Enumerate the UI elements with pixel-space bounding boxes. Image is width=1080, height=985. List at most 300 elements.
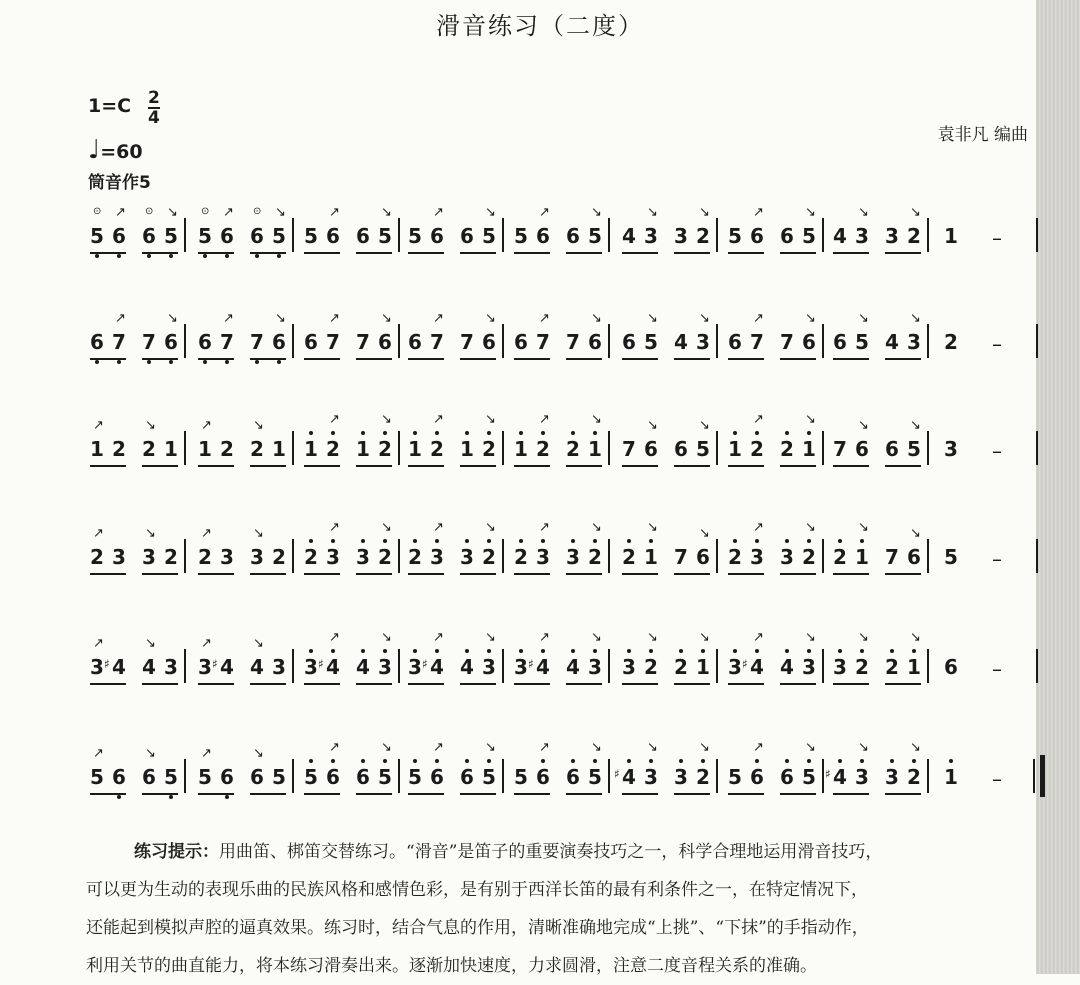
note-digit: 3 <box>885 765 899 789</box>
note-digit: 3 <box>112 545 126 569</box>
note-digit: 4 <box>536 655 550 679</box>
note <box>90 746 104 789</box>
note-digit: 5 <box>304 224 318 248</box>
note-digit: 2 <box>622 545 636 569</box>
final-thick-barline <box>1040 755 1045 797</box>
note <box>885 332 899 352</box>
slide-down-icon: ↘ <box>485 311 496 326</box>
note <box>536 412 550 461</box>
slide-up-icon: ↗ <box>329 520 340 535</box>
final-barline <box>1036 324 1038 358</box>
low-octave-dot <box>255 360 259 364</box>
barline <box>822 218 824 252</box>
note-digit: 6 <box>272 330 286 354</box>
note <box>780 657 794 677</box>
staff-row <box>86 205 1046 272</box>
high-octave-dot <box>465 539 469 543</box>
high-octave-dot <box>733 431 737 435</box>
note <box>644 418 658 461</box>
sustain-dash: – <box>992 226 1002 250</box>
barline <box>927 324 929 358</box>
note-digit: 5 <box>728 765 742 789</box>
beam-underline <box>408 358 444 360</box>
note-digit: 3 <box>885 224 899 248</box>
note-digit: 1 <box>356 437 370 461</box>
end-note <box>944 226 958 246</box>
slide-down-icon: ↘ <box>699 526 710 541</box>
note <box>112 767 126 787</box>
slide-up-icon: ↗ <box>329 740 340 755</box>
barline <box>716 218 718 252</box>
slide-down-icon: ↘ <box>591 311 602 326</box>
note <box>780 547 794 567</box>
note-digit: 3 <box>408 655 422 679</box>
barline <box>927 431 929 465</box>
high-octave-dot <box>701 649 705 653</box>
barline <box>927 759 929 793</box>
slide-down-icon: ↘ <box>253 746 264 761</box>
beam-underline <box>90 465 126 467</box>
slide-down-icon: ↘ <box>253 418 264 433</box>
note-digit: 2 <box>164 545 178 569</box>
tips-line: 还能起到模拟声腔的逼真效果。练习时，结合气息的作用，清晰准确地完成“上挑”、“下抹”的手指动作， <box>86 918 869 938</box>
composer-credit: 袁非凡 编曲 <box>937 125 1028 145</box>
note-digit: 1 <box>198 437 212 461</box>
note <box>408 439 422 459</box>
note-digit: 3 <box>750 545 764 569</box>
note <box>220 205 234 248</box>
beam-underline <box>304 465 340 467</box>
slide-down-icon: ↘ <box>805 630 816 645</box>
note-digit: 4 <box>885 330 899 354</box>
low-octave-dot <box>203 254 207 258</box>
high-octave-dot <box>649 539 653 543</box>
slide-down-icon: ↘ <box>591 412 602 427</box>
barline <box>608 759 610 793</box>
beam-underline <box>622 683 658 685</box>
note <box>833 332 847 352</box>
beam-underline <box>198 465 234 467</box>
sustain-dash: – <box>992 547 1002 571</box>
note <box>588 205 602 248</box>
beam-underline <box>356 465 392 467</box>
note <box>514 226 528 246</box>
note-digit: 5 <box>378 224 392 248</box>
slide-up-icon: ↗ <box>433 205 444 220</box>
low-octave-dot <box>95 254 99 258</box>
note-digit: 1 <box>90 437 104 461</box>
note-digit: 2 <box>944 330 958 354</box>
note-digit: 1 <box>944 224 958 248</box>
note-digit: 2 <box>696 765 710 789</box>
note-digit: 6 <box>644 437 658 461</box>
note-digit: 6 <box>482 330 496 354</box>
beam-underline <box>356 793 392 795</box>
sharp-icon: ♯ <box>528 657 534 671</box>
slide-down-icon: ↘ <box>381 412 392 427</box>
high-octave-dot <box>860 539 864 543</box>
note <box>566 332 580 352</box>
sustain-dash: – <box>992 332 1002 356</box>
note <box>728 547 742 567</box>
beam-underline <box>780 252 816 254</box>
note <box>514 332 528 352</box>
slide-up-icon: ↗ <box>201 526 212 541</box>
beam-underline <box>514 573 550 575</box>
slide-down-icon: ↘ <box>145 526 156 541</box>
beam-underline <box>90 793 126 795</box>
beam-underline <box>566 358 602 360</box>
slide-down-icon: ↘ <box>145 746 156 761</box>
beam-underline <box>674 683 710 685</box>
note <box>198 636 212 679</box>
note-digit: 5 <box>588 765 602 789</box>
high-octave-dot <box>487 759 491 763</box>
note <box>588 740 602 789</box>
high-octave-dot <box>807 759 811 763</box>
slide-down-icon: ↘ <box>699 418 710 433</box>
low-octave-dot <box>255 254 259 258</box>
note <box>198 746 212 789</box>
high-octave-dot <box>627 759 631 763</box>
high-octave-dot <box>309 759 313 763</box>
note <box>90 332 104 352</box>
slide-up-icon: ↗ <box>539 630 550 645</box>
note <box>408 657 422 677</box>
sharp-icon: ♯ <box>212 657 218 671</box>
beam-underline <box>304 252 340 254</box>
beam-underline <box>304 573 340 575</box>
note-digit: 4 <box>622 765 636 789</box>
note <box>907 740 921 789</box>
low-octave-dot <box>117 254 121 258</box>
high-octave-dot <box>519 649 523 653</box>
low-octave-dot <box>169 254 173 258</box>
low-octave-dot <box>95 360 99 364</box>
slide-down-icon: ↘ <box>253 636 264 651</box>
note <box>907 526 921 569</box>
note-digit: 1 <box>802 437 816 461</box>
note <box>536 520 550 569</box>
note-digit: 6 <box>536 765 550 789</box>
note <box>728 332 742 352</box>
note-digit: 6 <box>780 765 794 789</box>
note-digit: 4 <box>250 655 264 679</box>
slide-down-icon: ↘ <box>647 418 658 433</box>
slide-down-icon: ↘ <box>647 311 658 326</box>
high-octave-dot <box>383 649 387 653</box>
high-octave-dot <box>487 431 491 435</box>
note-digit: 6 <box>250 765 264 789</box>
high-octave-dot <box>465 431 469 435</box>
slide-down-icon: ↘ <box>275 205 286 220</box>
note-digit: 6 <box>408 330 422 354</box>
slide-down-icon: ↘ <box>591 630 602 645</box>
high-octave-dot <box>890 649 894 653</box>
note <box>622 439 636 459</box>
low-octave-dot <box>277 360 281 364</box>
beam-underline <box>833 683 869 685</box>
note-digit: 7 <box>885 545 899 569</box>
note-digit: 5 <box>408 765 422 789</box>
note-digit: 6 <box>728 330 742 354</box>
barline <box>822 431 824 465</box>
slide-up-icon: ↗ <box>753 311 764 326</box>
barline <box>398 218 400 252</box>
slide-down-icon: ↘ <box>167 311 178 326</box>
high-octave-dot <box>383 759 387 763</box>
high-octave-dot <box>679 759 683 763</box>
slide-down-icon: ↘ <box>591 205 602 220</box>
barline <box>502 649 504 683</box>
barline <box>716 759 718 793</box>
beam-underline <box>514 252 550 254</box>
note-digit: 1 <box>588 437 602 461</box>
slide-up-icon: ↗ <box>93 746 104 761</box>
beam-underline <box>833 358 869 360</box>
barline <box>927 649 929 683</box>
fingering-note: 筒音作5 <box>88 173 151 193</box>
note-digit: 5 <box>408 224 422 248</box>
note <box>250 746 264 789</box>
beam-underline <box>304 793 340 795</box>
slide-up-icon: ↗ <box>753 740 764 755</box>
slide-down-icon: ↘ <box>805 520 816 535</box>
high-octave-dot <box>361 649 365 653</box>
slide-up-icon: ↗ <box>433 740 444 755</box>
note-digit: 5 <box>378 765 392 789</box>
note-digit: 6 <box>250 224 264 248</box>
note-digit: 3 <box>250 545 264 569</box>
slide-down-icon: ↘ <box>858 740 869 755</box>
beam-underline <box>833 465 869 467</box>
high-octave-dot <box>755 539 759 543</box>
note-digit: 4 <box>750 655 764 679</box>
note-digit: 6 <box>514 330 528 354</box>
end-note <box>944 439 958 459</box>
slide-down-icon: ↘ <box>858 311 869 326</box>
note-digit: 2 <box>90 545 104 569</box>
slide-up-icon: ↗ <box>539 311 550 326</box>
note-digit: 3 <box>356 545 370 569</box>
barline <box>608 539 610 573</box>
high-octave-dot <box>627 539 631 543</box>
slide-down-icon: ↘ <box>858 205 869 220</box>
note-digit: 6 <box>220 224 234 248</box>
note <box>536 740 550 789</box>
barline <box>184 759 186 793</box>
high-octave-dot <box>361 431 365 435</box>
note <box>885 547 899 567</box>
high-octave-dot <box>785 759 789 763</box>
note-digit: 7 <box>112 330 126 354</box>
high-octave-dot <box>701 759 705 763</box>
note <box>855 311 869 354</box>
slide-down-icon: ↘ <box>591 520 602 535</box>
high-octave-dot <box>807 539 811 543</box>
note-digit: 3 <box>430 545 444 569</box>
note-digit: 6 <box>198 330 212 354</box>
beam-underline <box>142 793 178 795</box>
staff-row <box>86 412 1046 485</box>
note <box>164 311 178 354</box>
note <box>696 526 710 569</box>
low-octave-dot <box>147 254 151 258</box>
note-digit: 6 <box>536 224 550 248</box>
note <box>588 412 602 461</box>
sustain-dash: – <box>992 767 1002 791</box>
slide-up-icon: ↗ <box>201 746 212 761</box>
slide-down-icon: ↘ <box>805 412 816 427</box>
note-digit: 4 <box>833 765 847 789</box>
beam-underline <box>250 358 286 360</box>
note-digit: 3 <box>272 655 286 679</box>
high-octave-dot <box>487 649 491 653</box>
beam-underline <box>356 573 392 575</box>
slide-down-icon: ↘ <box>699 205 710 220</box>
note <box>90 418 104 461</box>
slide-down-icon: ↘ <box>145 418 156 433</box>
beam-underline <box>674 465 710 467</box>
note-digit: 4 <box>112 655 126 679</box>
low-octave-dot <box>225 360 229 364</box>
note <box>250 526 264 569</box>
note-digit: 3 <box>674 765 688 789</box>
note <box>304 439 318 459</box>
slide-down-icon: ↘ <box>699 740 710 755</box>
barline <box>822 539 824 573</box>
note-digit: 2 <box>142 437 156 461</box>
note-digit: 5 <box>90 765 104 789</box>
note-digit: 6 <box>802 330 816 354</box>
high-octave-dot <box>465 649 469 653</box>
note-digit: 6 <box>112 224 126 248</box>
note-digit: 7 <box>430 330 444 354</box>
note <box>164 657 178 677</box>
note <box>907 205 921 248</box>
beam-underline <box>566 252 602 254</box>
note-digit: 5 <box>944 545 958 569</box>
note-digit: 2 <box>112 437 126 461</box>
staff-row <box>86 740 1046 813</box>
note-digit: 3 <box>304 655 318 679</box>
note-digit: 1 <box>696 655 710 679</box>
note-digit: 6 <box>430 224 444 248</box>
beam-underline <box>622 465 658 467</box>
note-digit: 4 <box>326 655 340 679</box>
note-digit: 3 <box>220 545 234 569</box>
note <box>833 547 847 567</box>
high-octave-dot <box>541 649 545 653</box>
note-digit: 6 <box>460 765 474 789</box>
beam-underline <box>408 465 444 467</box>
high-octave-dot <box>413 539 417 543</box>
note <box>855 205 869 248</box>
high-octave-dot <box>785 431 789 435</box>
barline <box>502 218 504 252</box>
note-digit: 2 <box>907 224 921 248</box>
beam-underline <box>142 358 178 360</box>
note-digit: 5 <box>728 224 742 248</box>
note <box>304 226 318 246</box>
slide-down-icon: ↘ <box>167 205 178 220</box>
note <box>885 439 899 459</box>
note <box>326 740 340 789</box>
note-digit: 4 <box>142 655 156 679</box>
note <box>408 767 422 787</box>
note <box>696 630 710 679</box>
high-octave-dot <box>679 649 683 653</box>
note <box>728 767 742 787</box>
high-octave-dot <box>519 539 523 543</box>
beam-underline <box>780 358 816 360</box>
high-octave-dot <box>309 431 313 435</box>
note-digit: 2 <box>644 655 658 679</box>
note-digit: 6 <box>833 330 847 354</box>
note <box>728 226 742 246</box>
final-barline <box>1036 539 1038 573</box>
note <box>378 630 392 679</box>
high-octave-dot <box>912 759 916 763</box>
note <box>112 311 126 354</box>
beam-underline <box>728 683 764 685</box>
beam-underline <box>250 793 286 795</box>
note-digit: 6 <box>944 655 958 679</box>
note-digit: 2 <box>378 545 392 569</box>
note-digit: 4 <box>622 224 636 248</box>
note <box>198 332 212 352</box>
beam-underline <box>885 573 921 575</box>
high-octave-dot <box>571 759 575 763</box>
note <box>885 657 899 677</box>
barline <box>822 324 824 358</box>
beam-underline <box>566 793 602 795</box>
barline <box>184 218 186 252</box>
note <box>142 636 156 679</box>
barline <box>608 324 610 358</box>
note <box>644 740 658 789</box>
beam-underline <box>514 793 550 795</box>
note <box>674 226 688 246</box>
note <box>250 418 264 461</box>
note <box>536 311 550 354</box>
note-digit: 3 <box>90 655 104 679</box>
note-digit: 2 <box>728 545 742 569</box>
end-note <box>944 332 958 352</box>
slide-down-icon: ↘ <box>805 205 816 220</box>
slide-down-icon: ↘ <box>381 740 392 755</box>
high-octave-dot <box>487 539 491 543</box>
slide-down-icon: ↘ <box>485 412 496 427</box>
note-digit: 4 <box>430 655 444 679</box>
note-digit: 3 <box>674 224 688 248</box>
beam-underline <box>90 252 126 254</box>
time-signature <box>148 90 160 126</box>
note <box>378 520 392 569</box>
note <box>142 332 156 352</box>
beam-underline <box>142 683 178 685</box>
note-digit: 7 <box>780 330 794 354</box>
slide-down-icon: ↘ <box>805 311 816 326</box>
note <box>482 412 496 461</box>
note-digit: 6 <box>356 765 370 789</box>
note-digit: 5 <box>855 330 869 354</box>
note-digit: 2 <box>536 437 550 461</box>
time-signature-top: 2 <box>148 88 160 108</box>
high-octave-dot <box>649 649 653 653</box>
slide-down-icon: ↘ <box>910 526 921 541</box>
note-digit: 3 <box>482 655 496 679</box>
